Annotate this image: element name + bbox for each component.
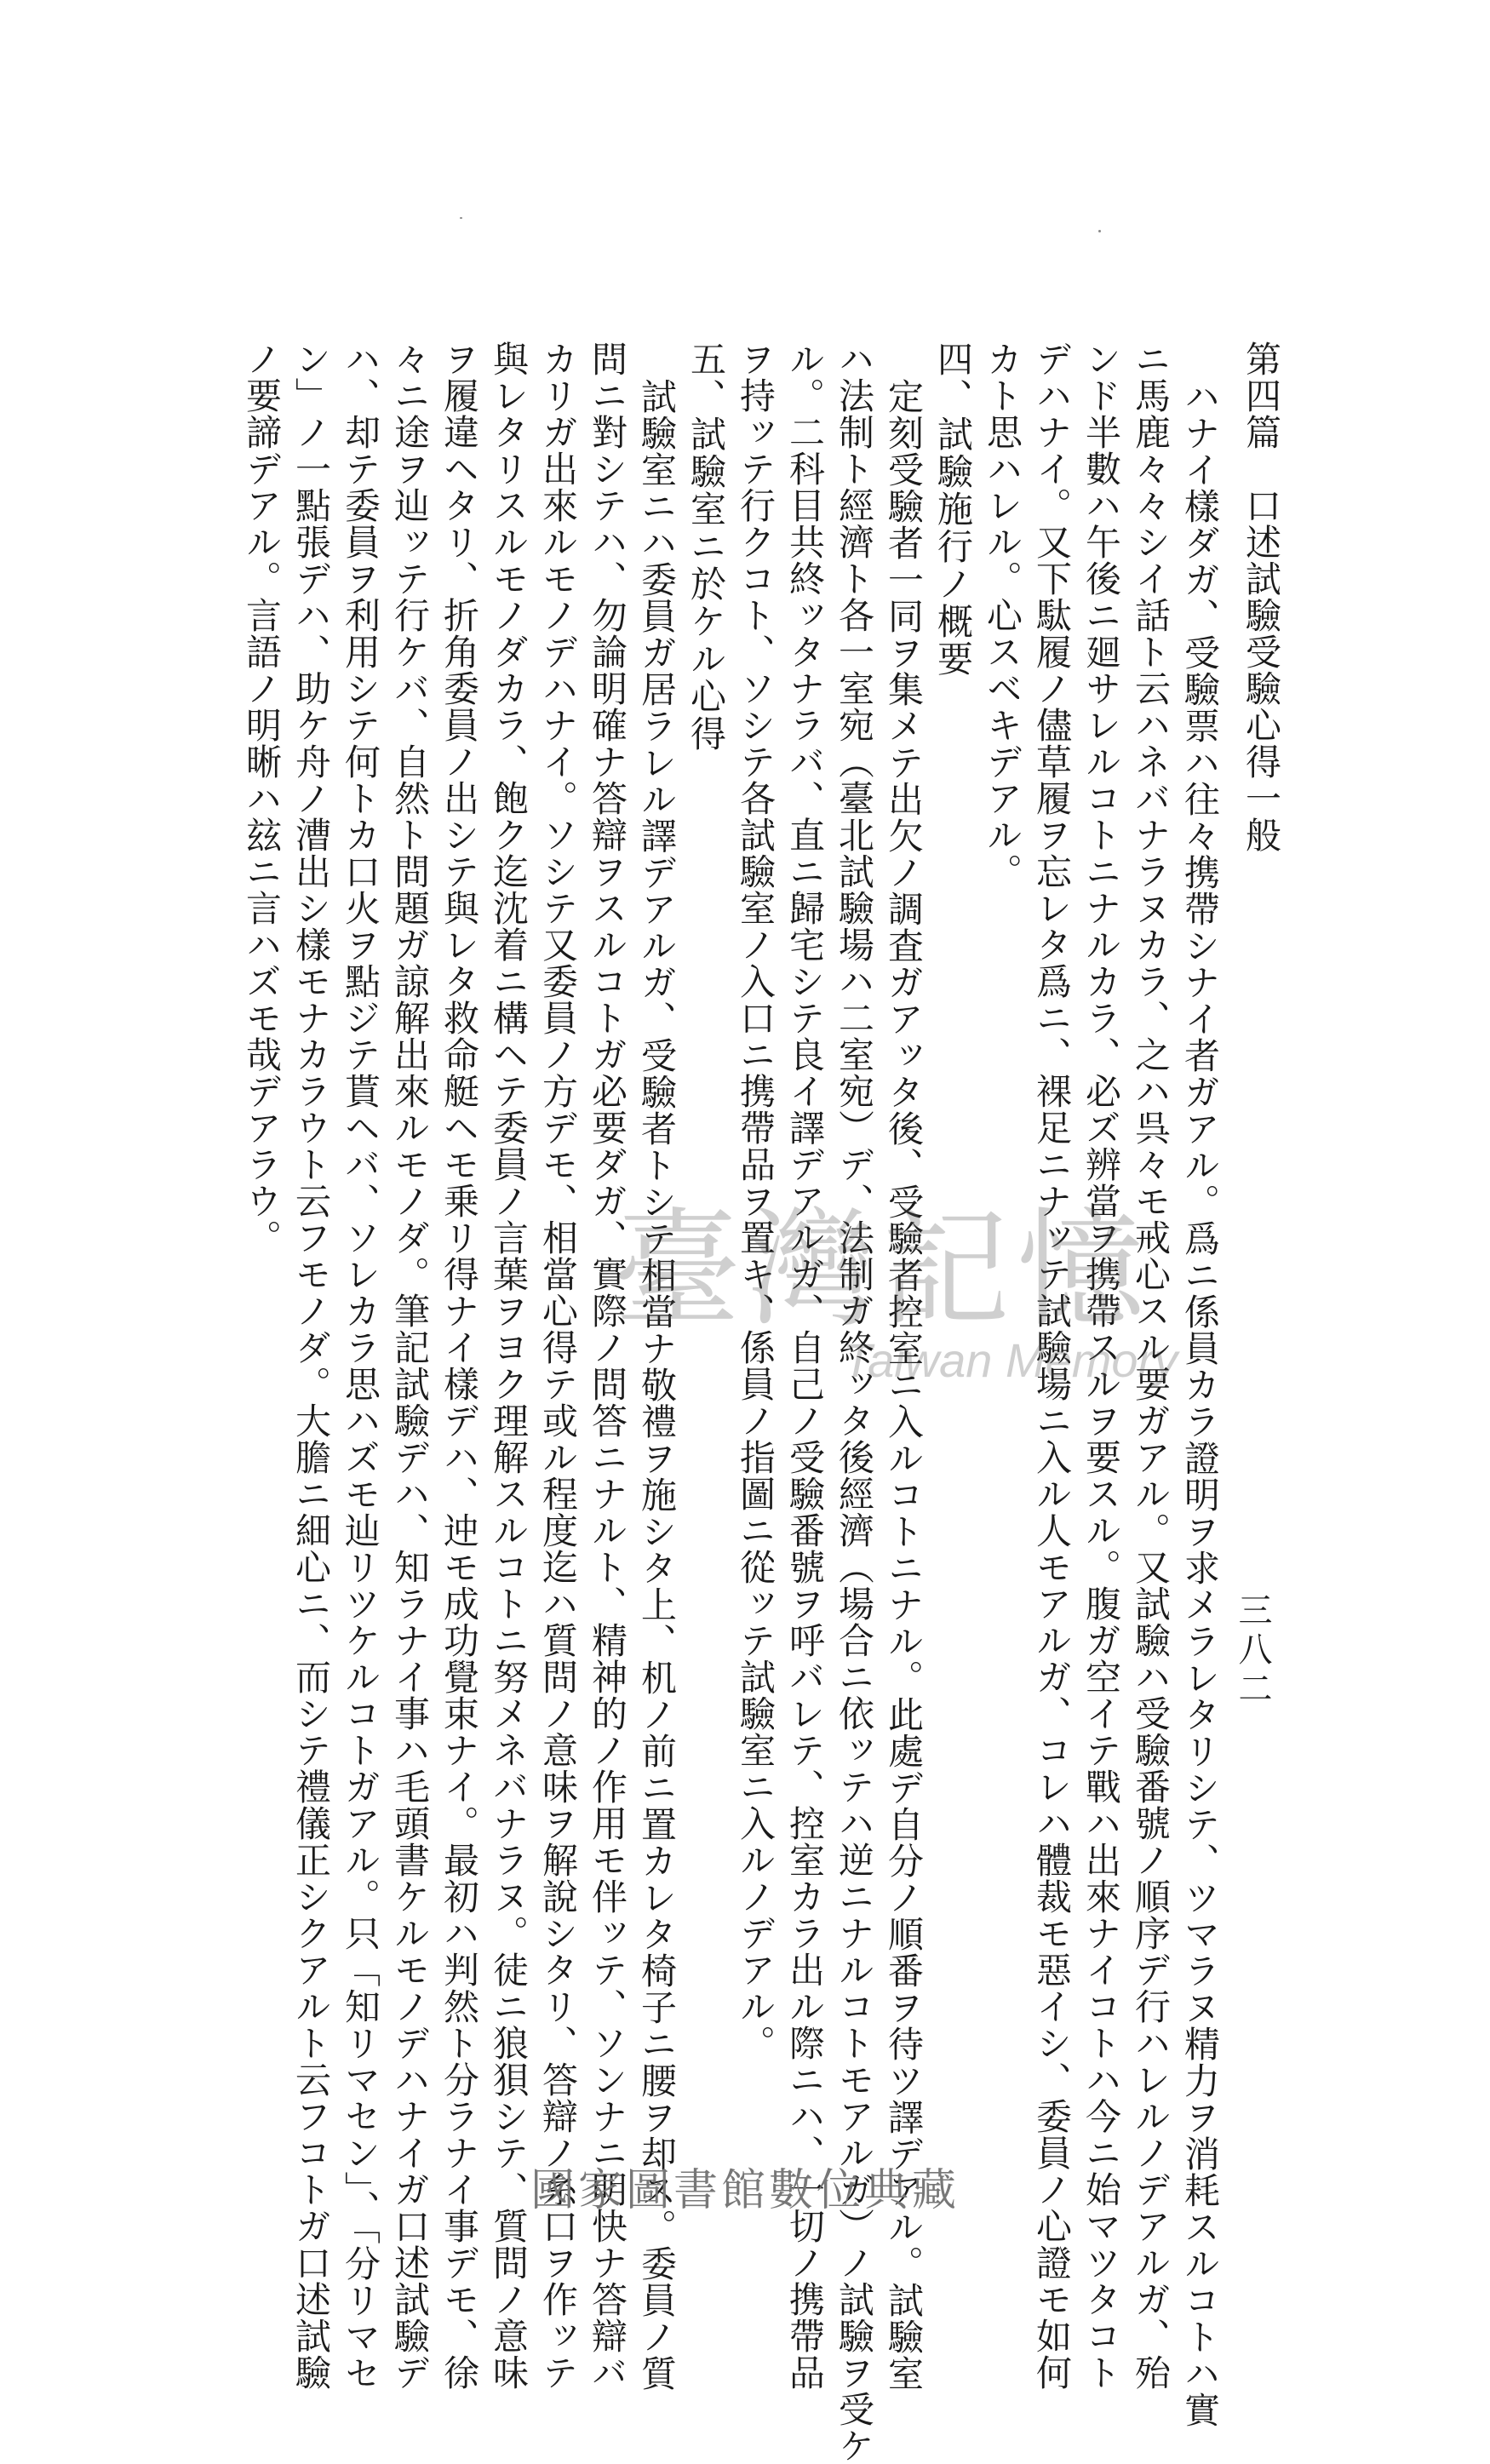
running-header: 第四篇 口述試驗受驗心得一般 [1241,341,1282,853]
text-column: ニ馬鹿々々シイ話ト云ハネバナラヌカラ、之ハ呉々モ戒心スル要ガアル。又試驗ハ受驗番號ノ順序デ行ハレルノデアルガ、殆 [1130,341,1172,2391]
text-column: カト思ハレル。心スベキデアル。 [982,341,1023,890]
text-column: 與レタリスルモノダカラ、飽ク迄沈着ニ構ヘテ委員ノ言葉ヲヨク理解スルコトニ努メネバナラヌ。徒ニ狼狽シテ、質問ノ意味 [488,341,530,2391]
scan-speck [460,217,462,219]
scan-speck [1098,230,1101,232]
text-column: 試驗室ニハ委員ガ居ラレル譯デアルガ、受驗者トシテ相當ナ敬禮ヲ施シタ上、机ノ前ニ置カレタ椅子ニ腰ヲ却ス。委員ノ質 [636,378,678,2392]
watermark [613,1166,1226,1422]
text-column: デハナイ。又下駄履ノ儘草履ヲ忘レタ爲ニ、裸足ニナッテ試驗場ニ入ル人モアルガ、コレハ體裁モ惡イシ、委員ノ心證モ如何 [1031,341,1073,2391]
text-column: 問ニ對シテハ、勿論明確ナ答辯ヲスルコトガ必要ダガ、實際ノ問答ニナルト、精神的ノ作用モ伴ッテ、ソンナニ明快ナ答辯バ [587,341,628,2391]
text-column: ヲ持ッテ行クコト、ソシテ各試驗室ノ入口ニ携帶品ヲ置キ、係員ノ指圖ニ從ッテ試驗室ニ入ルノデアル。 [735,341,777,2061]
footer-credit: 國家圖書館數位典藏 [530,2165,960,2216]
text-column: ン」ノ一點張デハ、助ケ舟ノ漕出シ樣モナカラウト云フモノダ。大膽ニ細心ニ、而シテ禮儀正シクアルト云フコトガ口述試驗 [290,341,332,2391]
text-column: ヲ履違ヘタリ、折角委員ノ出シテ與レタ救命艇ヘモ乗リ得ナイ樣デハ、迚モ成功覺束ナイ。最初ハ判然ト分ラナイ事デモ、徐 [438,341,480,2391]
text-column: ノ要諦デアル。言語ノ明晰ハ玆ニ言ハズモ哉デアラウ。 [241,341,283,1256]
text-column: ハ、却テ委員ヲ利用シテ何トカ口火ヲ點ジテ貰ヘバ、ソレカラ思ハズモ辿リツケルコトガアル。只「知リマセン」、「分リマセ [340,341,381,2392]
page-number: 三八二 [1233,1592,1272,1710]
text-column: ンド半數ハ午後ニ廻サレルコトニナルカラ、必ズ辨當ヲ携帶スルヲ要スル。腹ガ空イテ戰ハ出來ナイコトハ今ニ始マツタコト [1080,341,1122,2391]
watermark-subtitle: Taiwan Memory [843,1333,1178,1387]
watermark-logo-text: 臺灣記憶 [613,1196,1152,1344]
text-column: 定刻受驗者一同ヲ集メテ出欠ノ調査ガアッタ後、受驗者控室ニ入ルコトニナル。此處デ自分ノ順番ヲ待ツ譯デアル。試驗室 [883,378,925,2392]
text-column: カリガ出來ルモノデハナイ。ソシテ又委員ノ方デモ、相當心得テ或ル程度迄ハ質問ノ意味ヲ解說シタリ、答辯ノ糸口ヲ作ッテ [537,341,579,2391]
text-column: ル。二科目共終ッタナラバ、直ニ歸宅シテ良イ譯デアルガ、自己ノ受驗番號ヲ呼バレテ、控室カラ出ル際ニハ、一切ノ携帶品 [784,341,826,2391]
section-heading-5: 五、試驗室ニ於ケル心得 [685,341,727,753]
text-column: 々ニ途ヲ辿ッテ行ケバ、自然ト問題ガ諒解出來ルモノダ。筆記試驗デハ、知ラナイ事ハ毛頭書ケルモノデハナイガ口述試驗デ [389,341,431,2391]
text-column: ハ法制ト經濟ト各一室宛（臺北試驗場ハ二室宛）デ、法制ガ終ッタ後經濟（場合ニ依ッテハ逆ニナルコトモアルガ）ノ試驗ヲ受ケ [834,341,875,2464]
section-heading-4: 四、試驗施行ノ概要 [932,341,974,678]
text-column: ハナイ樣ダガ、受驗票ハ往々携帶シナイ者ガアル。爲ニ係員カラ證明ヲ求メラレタリシテ、ツマラヌ精力ヲ消耗スルコトハ實 [1179,378,1221,2428]
